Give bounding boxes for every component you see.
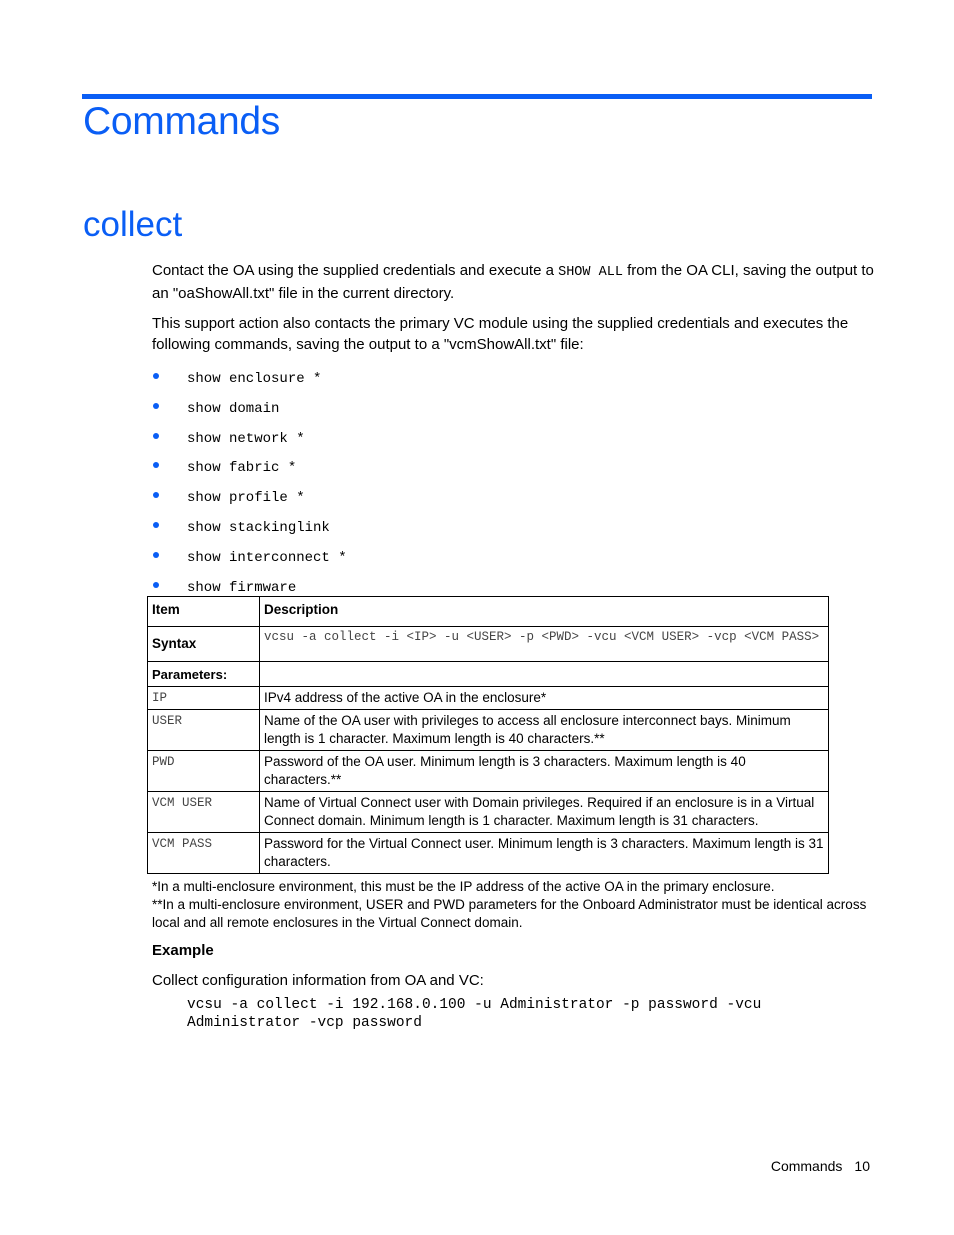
syntax-row (148, 627, 829, 662)
bullet-icon (153, 403, 159, 409)
list-item (152, 394, 874, 424)
syntax-table (147, 596, 829, 874)
param-name: USER (148, 710, 260, 751)
command-text: show profile * (187, 490, 305, 507)
list-item (152, 424, 874, 454)
intro-paragraph-2: This support action also contacts the primary VC module using the supplied credentials and executes the following commands, saving the output to a "vcmShowAll.txt" file: (152, 315, 849, 353)
column-header-item: Item (148, 597, 260, 627)
param-description: Name of Virtual Connect user with Domain privileges. Required if an enclosure is in a Virtual Connect domain. Minimum length is 1 character. Maximum length is 31 characters. (260, 792, 829, 833)
parameters-empty-cell (260, 662, 829, 687)
page-footer (771, 1158, 870, 1174)
table-row (148, 833, 829, 874)
chapter-title: Commands (83, 100, 280, 143)
param-name: VCM PASS (148, 833, 260, 874)
command-text: show domain (187, 400, 280, 417)
command-text: show fabric * (187, 460, 297, 477)
bullet-icon (153, 582, 159, 588)
table-row (148, 751, 829, 792)
bullet-icon (153, 462, 159, 468)
example-code: vcsu -a collect -i 192.168.0.100 -u Administrator -p password -vcu Administrator -vcp password (187, 997, 762, 1031)
command-text: show network * (187, 430, 305, 447)
page-number: 10 (854, 1158, 870, 1174)
param-name: PWD (148, 751, 260, 792)
table-row (148, 687, 829, 710)
bullet-icon (153, 552, 159, 558)
footer-section: Commands (770, 1158, 843, 1174)
syntax-value: vcsu -a collect -i <IP> -u <USER> -p <PWD> -vcu <VCM USER> -vcp <VCM PASS> (260, 627, 829, 662)
chapter-rule (82, 94, 872, 99)
list-item (152, 483, 874, 513)
footnote-2: **In a multi-enclosure environment, USER and PWD parameters for the Onboard Administrator must be identical across local and all remote enclosures in the Virtual Connect domain. (152, 897, 867, 930)
table-row (148, 710, 829, 751)
table-header-row (148, 597, 829, 627)
command-text: show interconnect * (187, 549, 347, 566)
param-description: Name of the OA user with privileges to access all enclosure interconnect bays. Minimum length is 1 character. Maximum length is 40 characters.** (260, 710, 829, 751)
table-footnotes (152, 878, 874, 932)
parameters-label: Parameters: (148, 662, 260, 687)
intro-text: from the OA CLI, saving the output to an "oaShowAll.txt" file in the current directory. (152, 262, 874, 302)
bullet-icon (153, 373, 159, 379)
param-name: IP (148, 687, 260, 710)
list-item (152, 543, 874, 573)
command-text: show enclosure * (187, 371, 322, 387)
command-text: show stackinglink (187, 519, 330, 536)
example-heading: Example (152, 942, 214, 959)
param-description: IPv4 address of the active OA in the enclosure* (260, 687, 829, 710)
column-header-description: Description (260, 597, 829, 627)
parameters-row (148, 662, 829, 687)
list-item (152, 453, 874, 483)
inline-code: SHOW ALL (558, 265, 623, 280)
example-description: Collect configuration information from OA and VC: (152, 972, 484, 989)
bullet-icon (153, 433, 159, 439)
command-text: show firmware (187, 579, 297, 596)
bullet-icon (153, 492, 159, 498)
param-name: VCM USER (148, 792, 260, 833)
param-description: Password for the Virtual Connect user. Minimum length is 3 characters. Maximum length is 31 characters. (260, 833, 829, 874)
param-description: Password of the OA user. Minimum length is 3 characters. Maximum length is 40 characters.** (260, 751, 829, 792)
intro-content (152, 260, 874, 602)
intro-text: Contact the OA using the supplied credentials and execute a (152, 262, 559, 279)
syntax-label: Syntax (148, 627, 260, 662)
bullet-icon (153, 522, 159, 528)
footnote-1: *In a multi-enclosure environment, this must be the IP address of the active OA in the primary enclosure. (152, 879, 775, 894)
command-list (152, 364, 874, 602)
intro-paragraph-1 (152, 260, 874, 304)
section-title: collect (83, 205, 183, 244)
table-row (148, 792, 829, 833)
list-item (152, 364, 874, 394)
list-item (152, 513, 874, 543)
